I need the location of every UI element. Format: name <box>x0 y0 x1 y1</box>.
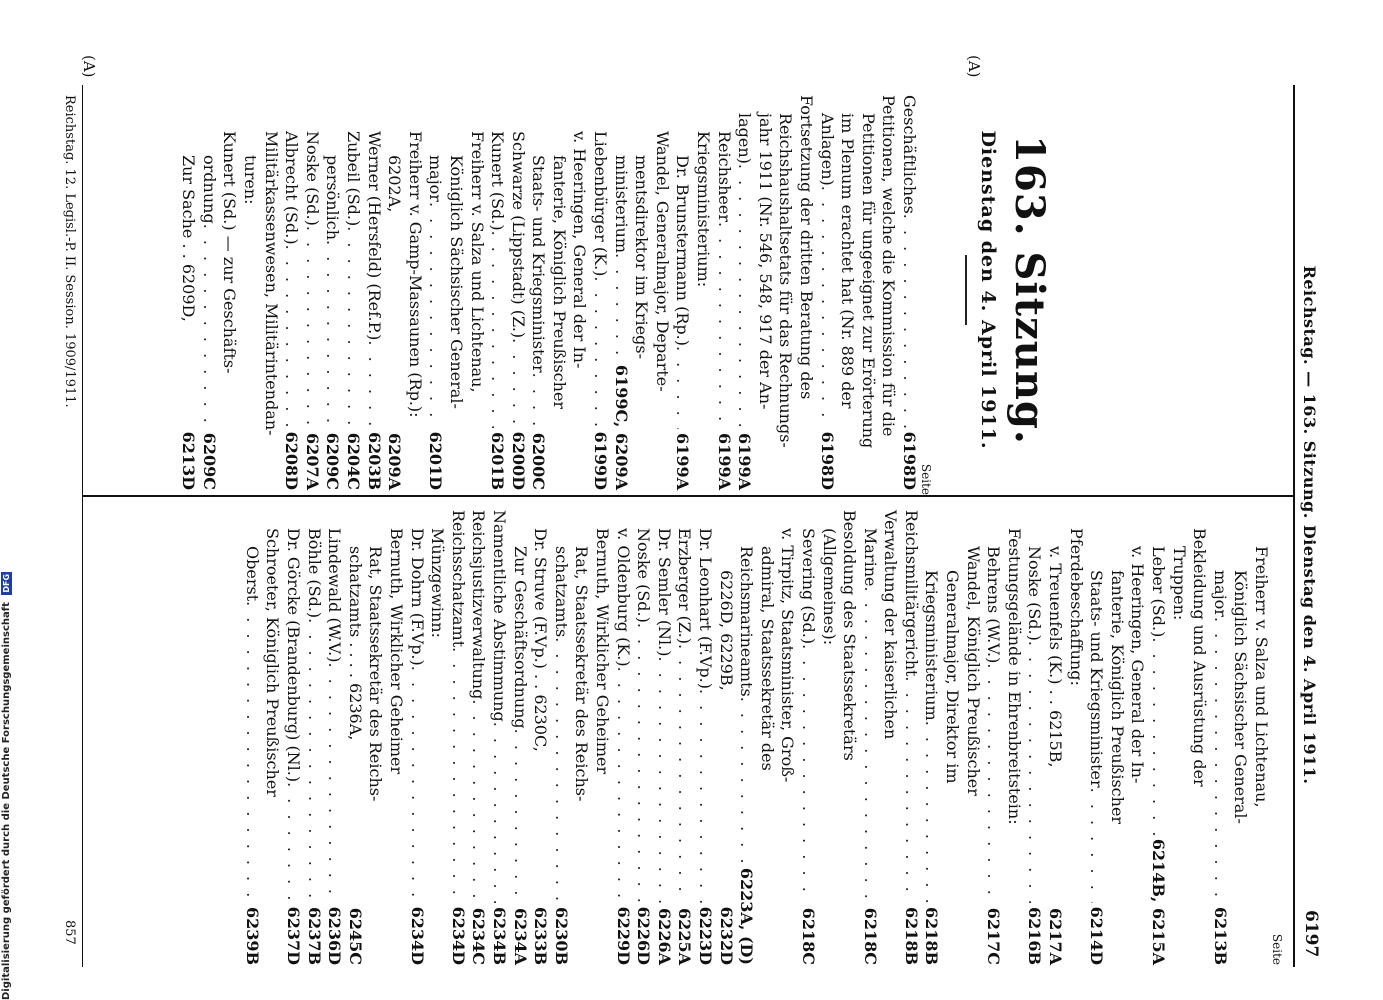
page-reference: 6198D <box>900 431 919 490</box>
footer-left: Reichstag. 12. Legisl.-P. II. Session. 1909/1911. <box>62 95 77 408</box>
page-reference: 6216B <box>1025 906 1045 965</box>
index-entry-text: Königlich Sächsischer General- <box>446 155 466 409</box>
footer-rule <box>82 85 83 967</box>
index-entry-text: Schroeter, Königlich Preußischer <box>263 528 283 797</box>
index-entry <box>198 95 219 490</box>
page-reference: 6234A <box>510 908 530 965</box>
index-entry-text: v. Heeringen, General der In- <box>1128 546 1148 784</box>
page-reference: 6199C, 6209A <box>611 364 631 490</box>
index-entry <box>756 510 777 965</box>
dot-leader <box>1209 617 1230 903</box>
index-entry <box>509 510 530 965</box>
dot-leader <box>322 240 343 429</box>
dot-leader <box>797 644 818 904</box>
index-entry-text: Namentliche Abstimmung <box>490 510 510 722</box>
dot-leader <box>324 663 345 903</box>
index-entry-text: Rat, Staatssekretär des Reichs- <box>572 546 592 802</box>
index-entry-text: Albrecht (Sd.) <box>282 131 302 245</box>
index-entry <box>488 510 509 965</box>
index-entry-text: Wandel, Generalmajor, Departe- <box>652 131 672 392</box>
running-title: Reichstag. — 163. Sitzung. Dienstag den 4. April 1911. <box>1300 265 1319 785</box>
index-entry-text: Freiherr v. Salza und Lichtenau, <box>1252 546 1271 808</box>
index-entry <box>1024 510 1045 965</box>
left-column <box>178 95 919 490</box>
dot-leader <box>921 721 942 903</box>
index-entry-text: Wandel, Königlich Preußischer <box>963 546 983 796</box>
index-entry <box>427 510 448 965</box>
index-entry-text: Reichsheer <box>714 131 734 222</box>
index-entry <box>281 95 302 490</box>
index-entry-text: Münzgewinn: <box>428 528 448 638</box>
index-entry-text: Verwaltung der kaiserlichen <box>881 510 901 740</box>
index-entry <box>178 95 199 490</box>
index-entry <box>837 95 858 490</box>
page-reference: 6237D <box>284 906 304 965</box>
index-entry <box>219 95 240 490</box>
index-entry-text: Zubeil (Sd.) <box>343 131 363 227</box>
index-entry <box>818 510 839 965</box>
margin-mark-a-top: (A) <box>965 55 983 78</box>
index-entry-text: fanterie, Königlich Preußischer <box>1107 570 1127 825</box>
margin-mark-a: (A) <box>80 55 98 78</box>
dot-leader <box>487 231 508 428</box>
index-entry-text: Böhle (Sd.) <box>304 528 324 619</box>
index-entry-text: Reichsmilitärgericht <box>901 510 921 677</box>
index-entry <box>239 95 260 490</box>
index-entry-text: Erzberger (Z.) <box>675 528 695 644</box>
page-reference: 6201D <box>426 431 446 490</box>
index-entry <box>797 510 818 965</box>
page-reference: 6217A <box>1046 908 1066 965</box>
index-entry <box>898 95 919 490</box>
index-entry <box>550 510 571 965</box>
index-entry-text: Königlich Sächsischer General- <box>1231 570 1251 824</box>
index-entry <box>672 95 693 490</box>
page-reference: 6230B <box>551 906 571 965</box>
index-entry-text: im Plenum erachtet hat (Nr. 889 der <box>838 113 858 409</box>
index-entry <box>795 95 816 490</box>
index-entry <box>694 510 715 965</box>
index-entry <box>384 95 405 490</box>
index-entry-text: Petitionen, welche die Kommission für die <box>879 95 899 437</box>
index-entry <box>633 510 654 965</box>
index-entry <box>715 510 736 965</box>
page-reference: 6234D <box>407 906 427 965</box>
dot-leader <box>301 226 322 429</box>
dot-leader <box>590 276 611 427</box>
index-entry-text: Militärkassenwesen, Militärintendan- <box>261 131 281 436</box>
index-entry-text: Festungsgelände in Ehrenbreitstein: <box>1004 528 1024 825</box>
dot-leader <box>342 226 363 429</box>
page-reference: 6214B, 6215A <box>1149 838 1169 965</box>
index-entry-text: Kriegsministerium: <box>694 131 714 288</box>
index-entry-text: Dr. Semler (Nl.) <box>654 528 674 657</box>
index-entry-text: admiral, Staatssekretär des <box>757 546 777 771</box>
index-entry <box>301 95 322 490</box>
index-entry <box>1147 510 1168 965</box>
index-entry <box>569 95 590 490</box>
index-entry-text: Kriegsministerium <box>922 570 942 721</box>
page-reference: 6234D <box>448 906 468 965</box>
dot-leader <box>1147 637 1168 835</box>
session-title: 163. Sitzung. <box>1006 135 1053 445</box>
index-entry-text: 6226D, 6229B, <box>716 570 736 691</box>
dot-leader <box>406 666 427 903</box>
dot-leader <box>672 346 693 429</box>
dot-leader <box>488 722 509 903</box>
index-entry <box>857 95 878 490</box>
page-reference: 6218B <box>901 906 921 965</box>
index-entry <box>283 510 304 965</box>
dot-leader <box>281 245 302 428</box>
index-entry-text: Freiherr v. Salza und Lichtenau, <box>467 131 487 393</box>
page-reference: 6226A <box>654 908 674 965</box>
index-entry-text: major <box>426 155 446 202</box>
page-reference: 6207A <box>302 433 322 490</box>
dot-leader <box>283 782 304 902</box>
dot-leader <box>1024 641 1045 903</box>
dot-leader <box>633 623 654 903</box>
index-entry <box>859 510 880 965</box>
index-entry-text: Reichsmarineamts <box>737 546 757 697</box>
index-entry <box>983 510 1004 965</box>
index-entry-text: Severing (Sd.) <box>798 528 818 645</box>
index-entry-text: Dr. Leonhart (F.Vp.) <box>695 528 715 689</box>
title-rule <box>965 255 967 325</box>
page-reference: 6233B <box>531 906 551 965</box>
index-entry <box>1086 510 1107 965</box>
index-entry <box>1230 510 1251 965</box>
index-entry <box>921 510 942 965</box>
index-entry <box>1168 510 1189 965</box>
index-entry <box>344 510 365 965</box>
index-entry <box>900 510 921 965</box>
index-entry <box>528 95 549 490</box>
dot-leader <box>674 644 695 904</box>
index-entry-text: persönlich <box>323 155 343 241</box>
index-entry-text: 6202A, <box>385 155 405 213</box>
index-entry-text: Truppen: <box>1169 546 1189 621</box>
index-entry <box>447 510 468 965</box>
column-divider <box>83 495 1293 497</box>
index-entry-text: mentsdirektor im Kriegs- <box>632 155 652 359</box>
dot-leader <box>713 222 734 429</box>
dot-leader <box>447 647 468 902</box>
index-entry <box>404 95 425 490</box>
index-entry <box>692 95 713 490</box>
index-entry-text: Liebenbürger (K.) <box>591 131 611 277</box>
dot-leader <box>363 340 384 428</box>
index-entry <box>775 95 796 490</box>
page-reference: 6234B <box>490 906 510 965</box>
index-entry-text: schatzamts <box>551 546 571 638</box>
dot-leader <box>653 657 674 905</box>
index-entry-text: Bekleidung und Ausrüstung der <box>1190 528 1210 787</box>
index-entry-text: Reichshaushaltsetats für das Rechnungs- <box>776 113 796 448</box>
index-entry-text: Noske (Sd.) <box>1025 546 1045 641</box>
index-entry-text: Leber (Sd.) <box>1149 546 1169 638</box>
dot-leader <box>612 667 633 903</box>
index-entry-text: Pferdebeschaffung: <box>1066 528 1086 686</box>
index-entry-text: major <box>1210 570 1230 617</box>
index-entry-text: Schwarze (Lippstadt) (Z.) <box>508 131 528 339</box>
index-entry <box>839 510 860 965</box>
page-reference: 6199A <box>714 433 734 490</box>
index-entry <box>816 95 837 490</box>
dot-leader <box>610 253 631 361</box>
page-reference: 6217C <box>984 907 1004 965</box>
index-entry <box>324 510 345 965</box>
page-reference: 6226D <box>634 906 654 965</box>
index-entry-text: Staats- und Kriegsminister <box>1087 570 1107 788</box>
index-entry-text: fanterie, Königlich Preußischer <box>549 155 569 410</box>
page-reference: 6199D <box>591 431 611 490</box>
index-entry-text: jahr 1911 (Nr. 546, 548, 917 der An- <box>755 113 775 410</box>
index-entry <box>612 510 633 965</box>
page-reference: 6218C <box>860 907 880 965</box>
index-entry-text: Dr. Görcke (Brandenburg) (Nl.) <box>284 528 304 783</box>
dot-leader <box>816 186 837 428</box>
index-entry-text: Freiherr v. Gamp-Massaunen (Rp.): <box>405 131 425 418</box>
index-entry <box>1044 510 1065 965</box>
index-entry <box>1250 510 1271 965</box>
index-entry-text: ministerium <box>611 155 631 254</box>
header-rule <box>1293 85 1295 967</box>
index-entry <box>1127 510 1148 965</box>
index-entry-text: Zur Sache . . 6209D, <box>179 155 199 322</box>
index-entry <box>425 95 446 490</box>
index-entry-text: (Allgemeines): <box>819 528 839 646</box>
index-entry <box>548 95 569 490</box>
dot-leader <box>425 202 446 428</box>
index-entry-text: Kunert (Sd.) <box>488 131 508 231</box>
index-entry-text: Bernuth, Wirklicher Geheimer <box>387 528 407 775</box>
index-entry-text: Oberst <box>242 546 262 602</box>
index-entry <box>466 95 487 490</box>
index-entry <box>365 510 386 965</box>
page-reference: 6218C <box>798 907 818 965</box>
dot-leader <box>303 618 324 903</box>
dot-leader <box>694 689 715 903</box>
index-entry <box>651 95 672 490</box>
index-entry <box>571 510 592 965</box>
index-entry-text: Noske (Sd.) <box>634 528 654 623</box>
index-entry-text: schatzamts . . . . 6236A, <box>345 546 365 741</box>
index-entry <box>241 510 262 965</box>
index-entry-text: Reichsschatzamt <box>448 510 468 648</box>
index-entry-text: Werner (Hersfeld) (Ref.P.) <box>364 131 384 341</box>
dot-leader <box>900 676 921 903</box>
index-entry-text: v. Heeringen, General der In- <box>570 131 590 369</box>
page-reference: 6208D <box>282 431 302 490</box>
index-entry <box>591 510 612 965</box>
index-entry-text: Bernuth, Wirklicher Geheimer <box>593 528 612 775</box>
page-number: 6197 <box>1301 910 1321 958</box>
page-reference: 6214D <box>1087 906 1107 965</box>
index-entry <box>734 95 755 490</box>
index-entry-text: Reichsjustizverwaltung <box>469 510 489 700</box>
index-entry <box>385 510 406 965</box>
index-entry-text: lagen) <box>735 113 755 164</box>
page-reference: 6204C <box>343 432 363 490</box>
page-reference: 6203B <box>364 431 384 490</box>
page-reference: 6201B <box>488 431 508 490</box>
index-entry <box>736 510 757 965</box>
index-entry-text: Dr. Struve (F.Vp.) . . 6230C, <box>531 528 551 752</box>
index-entry <box>942 510 963 965</box>
index-entry <box>610 95 631 490</box>
index-entry <box>363 95 384 490</box>
dot-leader <box>509 729 530 904</box>
index-entry-text: Anlagen) <box>817 113 837 186</box>
index-entry-text: Staats- und Kriegsminister <box>529 155 549 373</box>
index-entry <box>777 510 798 965</box>
index-entry <box>406 510 427 965</box>
page-reference: 6199A <box>735 433 755 490</box>
index-entry <box>1209 510 1230 965</box>
page-reference: 6245C <box>345 907 365 965</box>
index-entry <box>653 510 674 965</box>
dot-leader <box>1086 788 1107 903</box>
digitization-credit-text: Digitalisierung gefördert durch die Deutsche Forschungsgemeinschaft <box>1 602 12 1000</box>
index-entry-text: ordnung <box>199 155 219 224</box>
page-reference: 6229D <box>613 906 633 965</box>
index-entry <box>262 510 283 965</box>
index-entry-text: Noske (Sd.) <box>302 131 322 226</box>
seite-label-left: Seite <box>919 463 933 495</box>
dot-leader <box>198 224 219 429</box>
index-entry-text: Kunert (Sd.) — zur Geschäfts- <box>220 131 240 374</box>
page-reference: 6198D <box>817 431 837 490</box>
dfg-logo: DFG <box>2 573 11 593</box>
page-reference: 6209A <box>385 433 405 490</box>
index-entry <box>713 95 734 490</box>
index-entry <box>507 95 528 490</box>
index-entry-text: Zur Geschäftsordnung <box>510 546 530 729</box>
index-entry-text: v. Treuenfels (K.) . . 6215B, <box>1046 546 1066 768</box>
dot-leader <box>468 699 489 903</box>
page-reference: 6225A <box>675 908 695 965</box>
index-entry-text: Dr. Dohrn (F.Vp.) <box>407 528 427 666</box>
dot-leader <box>528 373 549 429</box>
page-reference: 6223D <box>695 906 715 965</box>
page-reference: 6239B <box>242 906 262 965</box>
index-entry <box>631 95 652 490</box>
page-reference: 6234C <box>469 907 489 965</box>
right-column <box>241 510 1271 965</box>
page-reference: 6232D <box>716 906 736 965</box>
index-entry <box>468 510 489 965</box>
index-entry-text: Dr. Brunstermann (Rp.) <box>673 155 693 346</box>
index-entry-text: Marine <box>860 528 880 587</box>
index-entry-text: Geschäftliches <box>900 95 919 214</box>
index-entry-text: Petitionen für ungeeignet zur Erörterung <box>858 113 878 449</box>
index-entry-text: Rat, Staatssekretär des Reichs- <box>366 546 386 802</box>
index-entry <box>590 95 611 490</box>
page-reference: 6199A <box>673 433 693 490</box>
page-reference: 6209C <box>323 432 343 490</box>
index-entry <box>303 510 324 965</box>
index-entry-text: Lindewald (W.V.) <box>325 528 345 663</box>
index-entry <box>1189 510 1210 965</box>
footer-right: 857 <box>62 920 77 945</box>
dot-leader <box>983 663 1004 903</box>
index-entry <box>1106 510 1127 965</box>
dot-leader <box>241 601 262 903</box>
seite-label-right: Seite <box>1270 933 1284 965</box>
page-reference: 6200C <box>529 432 549 490</box>
index-entry <box>342 95 363 490</box>
dot-leader <box>736 697 757 864</box>
page-reference: 6236D <box>325 906 345 965</box>
page-reference: 6213D <box>179 431 199 490</box>
index-entry <box>962 510 983 965</box>
index-entry-text: Behrens (W.V.) <box>984 546 1004 664</box>
index-entry-text: turen: <box>241 155 260 205</box>
session-date: Dienstag den 4. April 1911. <box>977 130 999 450</box>
index-entry <box>487 95 508 490</box>
dot-leader <box>550 637 571 903</box>
page-reference: 6200D <box>508 431 528 490</box>
dot-leader <box>898 214 919 428</box>
index-entry <box>1003 510 1024 965</box>
index-entry <box>754 95 775 490</box>
page-reference: 6223A, (D) <box>737 867 757 965</box>
page-reference: 6213B <box>1210 906 1230 965</box>
index-entry <box>674 510 695 965</box>
index-entry <box>445 95 466 490</box>
dot-leader <box>507 338 528 427</box>
index-entry-text: v. Tirpitz, Staatsminister, Groß- <box>778 528 798 783</box>
dot-leader <box>859 586 880 903</box>
page-reference: 6237B <box>304 906 324 965</box>
index-entry <box>1065 510 1086 965</box>
index-entry <box>260 95 281 490</box>
index-entry <box>530 510 551 965</box>
index-entry-text: v. Oldenburg (K.) <box>613 528 633 667</box>
index-entry-text: Fortsetzung der dritten Beratung des <box>797 95 817 400</box>
index-entry-text: Generalmajor, Direktor im <box>943 570 963 784</box>
index-entry <box>322 95 343 490</box>
index-entry-text: Besoldung des Staatssekretärs <box>840 510 860 761</box>
page-reference: 6218B <box>922 906 942 965</box>
index-entry <box>880 510 901 965</box>
page-reference: 6209C <box>199 432 219 490</box>
dot-leader <box>734 164 755 429</box>
index-entry <box>878 95 899 490</box>
